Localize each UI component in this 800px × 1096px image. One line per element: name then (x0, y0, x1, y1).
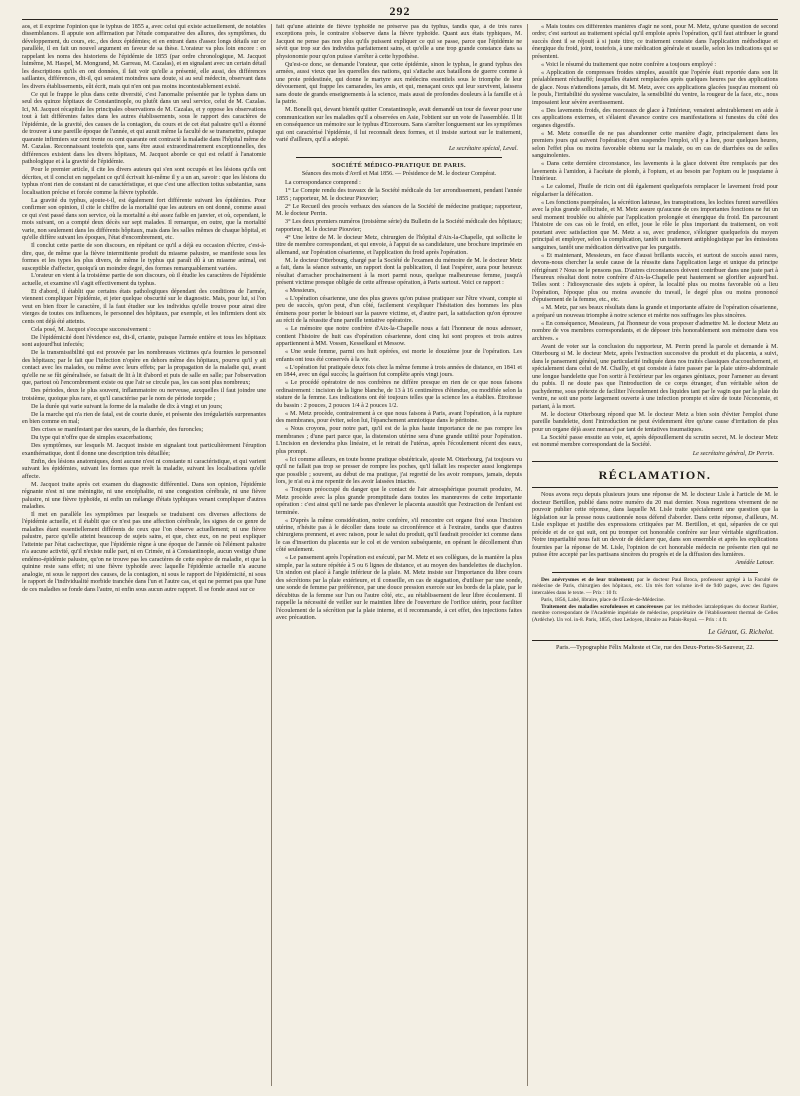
paragraph: De l'épidémicité dont l'évidence est, dit-il, criante, puisque l'armée entière et tous les hôpitaux sont aujourd'hui infectés; (22, 334, 266, 349)
paragraph: « M. Metz procède, contrairement à ce que nous faisons à Paris, avant l'opération, à la rupture des membranes, pour éviter, selon lui, l'épanchement amniotique dans le péritoine. (276, 410, 522, 425)
paragraph: aos, et il exprime l'opinion que le typhus de 1855 a, avec celui qui existe actuellement, de notables dissemblances. Il appuie son affirmation par l'étude comparative des allures, des symptômes, du développement, du cours, etc., des deux épidémies; et en entrant dans d'assez longs détails sur ce parallèle, il en fait un nouvel argument en faveur de sa thèse. L'orateur va plus loin encore : en rappelant les noms des historiens de l'épidémie de 1855 (par ordre chronologique, M. Jacquot luimême, M. Haspel, M. Mongrand, M. Garreau, M. Cazalas), et en signalant avec un certain détail les descriptions qu'ils en ont données, il fait voir qu'elle a présenté, elle aussi, des différences saillantes, différences, dit-il, qui seraient moindres sans doute, si au seul médecin, observant dans les divers établissements, eût écrit, mais qui n'en ont pas moins incontestablement existé. (22, 24, 266, 90)
paragraph: De la transmissibilité qui est prouvée par les nombreuses victimes qu'a fournies le personnel des hôpitaux; par le fait que l'infection n'opère en dehors même des hôpitaux, pourvu qu'il y ait contact avec les malades, ou même avec leurs effets; par la propagation de la maladie qui, avant qu'elle ne se fût généralisée, se faisait de lit à lit d'abord et puis de salle en salle; par l'observation que, partout où l'encombrement existe ou que l'air se circule pas, les cas sont plus nombreux; (22, 350, 266, 387)
paragraph: « D'après la même considération, notre confrère, s'il rencontre cet organe fixé sous l'incision utérine, n'hésite pas à le décoller dans toute sa circonférence et à l'extraire, tandis que d'autres chirurgiens prennent, et avec raison, pour le salut du produit, qu'il faudrait procéder ici comme dans le cas d'insertion du placenta sur le col et de version subséquente, en opérant le décollement d'un côté seulement. (276, 517, 522, 554)
paragraph: Avant de voter sur la conclusion du rapporteur, M. Perrin prend la parole et demande à M. Otterbourg si M. le docteur Metz, après l'extraction successive du produit et du placenta, a suivi, dans le pansement général, une particularité indiquée dans nos traités classiques d'accouchement, et spécialement dans celui de M. Chailly, et qui consiste à faire passer par la plaie utéro-abdominale une longue bandelette que l'on sortir à l'extérieur par les organes génitaux, pour l'amener au devant du pubis. Il ne doute pas que l'introduction de ce corps étranger, d'un véritable séton de pachyderme, sous prétexte de faciliter l'écoulement des liquides tant par le vagin que par la plaie du ventre, ne soit une porte largement ouverte à une infection prompte et sûre de toute l'économie, et pariant, à la mort. (532, 343, 778, 410)
paragraph: « Le procédé opératoire de nos confrères ne diffère presque en rien de ce que nous faisons ordinairement : incision de la ligne blanche, de 13 à 16 centimètres d'étendue, ou modifiée selon la stature de la femme. Les indications ont été toujours telles que la science les a établies. Étroitesse du bassin : 2 pouces, 2 pouces 1/4 à 2 pouces 1/2. (276, 380, 522, 409)
paragraph: « Des lavements froids, des morceaux de glace à l'intérieur, venaient admirablement en aide à ces applications externes, et s'élaient d'avance contre ces manifestations si funestes du côté des organes digestifs. (532, 107, 778, 129)
paragraph: Des périodes, deux le plus souvent, inflammatoire ou nerveuse, auxquelles il faut joindre une troisième, quoique plus rare, et qu'il caractérise par le nom de période torpide ; (22, 388, 266, 402)
signature-secretary: Le secrétaire spécial, Leval. (448, 145, 518, 152)
book-advert (532, 577, 778, 597)
signature-latour: Amédée Latour. (735, 560, 774, 567)
paragraph: « Dans cette dernière circonstance, les lavements à la glace doivent être remplacés par des lavements à l'amidon, à l'acétate de plomb, à l'opium, et au besoin par l'opium ou le jusquiame à l'intérieur. (532, 161, 778, 183)
section-divider (296, 157, 502, 158)
paragraph: Et d'abord, il établit que certains états pathologiques dépendant des conditions de l'armée, viennent compliquer l'épidémie, et jeter quelque obscurité sur le diagnostic. Mais, pour lui, si l'on veut en bien fixer le caractère, il la faut étudier sur les individus qu'elle trouve pour ainsi dire vierges de toutes ces influences, le personnel des hôpitaux, par exemple, et les infirmiers dont six cents ont déjà été atteints. (22, 288, 266, 325)
paragraph: Ce qui le frappe le plus dans cette diversité, c'est l'anomalie présentée par le typhus dans un seul des quinze hôpitaux de Constantinople, ou plutôt dans un seul service, celui de M. Cazalas. Ici, M. Jacquot récapitule les principales observations de M. Cazalas, et y oppose les observations tout à fait différentes faites dans les autres établissements, sous le rapport des caractères de l'épidémie, de la gravité, des causes de la contagion, du cours et de cet état palustre qu'il a étonné de trouver à une pareille époque de l'année, et qui aurait même la faculté de se transmettre, puisque quarante infirmiers sur cent trente ou cent quarante ont contracté la maladie dans l'hôpital même de M. Cazalas. Reconnaissant toutefois que, sans être aussi extraordinairement exceptionnelles, des différences existent dans les divers hôpitaux, M. Jacquot aborde ce qui est relatif à l'anatomie pathologique et à la gravité de l'épidémie. (22, 91, 266, 166)
paragraph: La Société passe ensuite au vote, et, après dépouillement du scrutin secret, M. le docteur Metz est nommé membre correspondant de la Société. (532, 434, 778, 449)
paragraph: La gravité du typhus, ajoute-t-il, est également fort différente suivant les épidémies. Pour confirmer son opinion, il cite le chiffre de la mortalité que les auteurs en ont donné, comme aussi ce qui s'est passé dans son service, où la mortalité a été assez faible en janvier, et où, cependant, le mois suivant, on a compté deux décès sur sept malades. Il remarque, en outre, que la mortalité varie, non seulement dans les différents hôpitaux, mais dans les salles mêmes de chaque hôpital, et qu'elle diffère suivant les époques, l'état d'encombrement, etc. (22, 197, 266, 242)
paragraph: Du type qui n'offre que de simples exacerbations; (31, 435, 153, 442)
paragraph: « L'opération fut pratiquée deux fois chez la même femme à trois années de distance, en 1841 et en 1844, avec un égal succès; la guérison fut complète après vingt jours. (276, 364, 522, 379)
paragraph: 3° Les deux premiers numéros (troisième série) du Bulletin de la Société médicale des hôpitaux; rapporteur, M. le docteur Piouvier; (276, 219, 522, 233)
paragraph: « Et maintenant, Messieurs, en face d'aussi brillants succès, et surtout de succès aussi rares, devons-nous chercher la seule cause de la réussite dans l'application large et unique du principe réfrigérant ? Nous ne le pensons pas. D'autres circonstances doivent contribuer dans une juste part à l'heureux résultat dont notre confrère d'Aix-la-Chapelle peut hautement se glorifier aujourd'hui. Telles sont : l'idiosyncrasie des sujets à opérer, la localité plus ou moins favorable où a lieu l'opération, l'époque plus ou moins avancée du travail, le degré plus ou moins prononcé d'épuisement de la femme, etc., etc. (532, 252, 778, 304)
paragraph: « Voici le résumé du traitement que notre confrère a toujours employé : (541, 61, 717, 68)
paragraph: « Les fonctions puerpérales, la sécrétion laiteuse, les transpirations, les lochies furent surveillées avec la plus grande sollicitude, et M. Metz assure qu'aucune de ces importantes fonctions ne fut un seul moment troublée ou altérée par l'application prolongée et énergique du froid. En parcourant l'histoire de ces cas où le froid, en effet, joue le rôle le plus important du traitement, on voit pourtant avec satisfaction que M. Metz a su, avec prudence, s'éloigner quelquefois du moyen principal et employer, selon la complication, tantôt un traitement antiphlogistique par les émissions sanguines, tantôt une médication dérivative par les purgatifs. (532, 199, 778, 251)
paragraph: L'orateur en vient à la troisième partie de son discours, où il étudie les caractères de l'épidémie actuelle, et examine s'il s'agit effectivement du typhus. (22, 273, 266, 287)
paragraph: « Mais toutes ces différentes manières d'agir ne sont, pour M. Metz, qu'une question de second ordre; c'est surtout au traitement spécial qu'il emploie après l'opération, qu'il faut attribuer le grand succès dont il se réjouit à si juste titre; ce traitement consiste dans l'application méthodique et énergique du froid, joint, toutefois, à une médication générale et usuelle, selon les indications qui se présentent. (532, 24, 778, 60)
paragraph: La correspondance comprend : (285, 180, 361, 187)
paragraph: Des symptômes, sur lesquels M. Jacquot insiste en signalant tout particulièrement l'éruption exanthématique, dont il donne une description très détaillée; (22, 443, 266, 457)
paragraph: « Ici comme ailleurs, en toute bonne pratique obstétricale, ajoute M. Otterbourg, j'ai toujours vu qu'il ne fallait pas trop se presser de rompre les poches, qu'il fallait les respecter aussi longtemps que possible ; souvent, au début de ma pratique, j'ai regretté de les avoir rompues, jamais, depuis lors, je n'ai eu à me repentir de les avoir laissées intactes. (276, 456, 522, 486)
paragraph: Pour le premier article, il cite les divers auteurs qui s'en sont occupés et les lésions qu'ils ont décrites, et il conclut en rappelant ce qu'il écrivait lui-même il y a un an, savoir : que les lésions du typhus n'ont rien de constant ni de caractéristique, et que c'est une affection totius substantiæ, sans localisation précise et forcée comme la fièvre typhoïde. (22, 167, 266, 196)
printer-line: Paris.—Typographie Félix Malteste et Cie, rue des Deux-Portes-St-Sauveur, 22. (556, 643, 754, 651)
paragraph: « Messieurs, (285, 287, 317, 294)
paragraph: De la marche qui n'a rien de fatal, est de courte durée, et présente des irrégularités surprenantes en bien comme en mal; (22, 411, 266, 426)
paragraph: 1° Le Compte rendu des travaux de la Société médicale du 1er arrondissement, pendant l'année 1855 ; rapporteur, M. le docteur Piouvier; (276, 188, 522, 202)
paragraph: M. Jacquot traite après cet examen du diagnostic différentiel. Dans son opinion, l'épidémie régnante n'est ni une méningite, ni une encéphalite, ni une congestion cérébrale, ni une fièvre palustre, ni une fièvre typhoïde, ni enfin un mélange d'états typhiques venant compliquer d'autres maladies. (22, 481, 266, 511)
column-1 (22, 24, 266, 1086)
advert-text: par les méthodes iatraleptiques du docteur Barbier, membre correspondant de l'Académie impériale de médecine, propriétaire de l'établissement thermal de Celles (Ardèche). Un vol. in-8. Paris, 1856, chez Ledoyen, libraire au Palais-Royal. — Prix : 4 fr. (532, 603, 778, 623)
paragraph: Nous avons reçu depuis plusieurs jours une réponse de M. le docteur Lisle à l'article de M. le docteur Bertillon, publié dans notre numéro du 20 mai dernier. Nous regrettons vivement de ne pouvoir publier cette réponse, dans laquelle M. Lisle traite spécialement une question que la législation sur la presse nous cautionnée nous défend d'aborder. Dans cette réponse, d'ailleurs, M. Lisle explique et justifie des expressions critiquées par M. Bertillon, et qui, séparées de ce qui précède et de ce qui suit, ont pu tromper cet honorable confrère sur leur véritable signification. Notre impartialité nous fait un devoir de déclarer que, dans son ensemble et après les explications fournies par la réponse de M. Lisle, l'opinion de cet honorable médecin ne présente rien qui ne puisse être accepté par les partisans sincères du progrès et de la diffusion des lumières. (532, 492, 778, 558)
book-advert (532, 604, 778, 624)
paragraph: fait qu'une atteinte de fièvre typhoïde ne préserve pas du typhus, tandis que, à de très rares exceptions près, le contraire s'observe dans la fièvre typhoïde. Quant aux états typhiques, M. Jacquot ne pense pas non plus qu'ils puissent expliquer ce qui se passe, parce que l'épidémie ne sévit que trop sur des individus parfaitement sains, et qu'elle a une trop grande constance dans sa physionomie pour qu'on puisse s'arrêter à cette hypothèse. (276, 24, 522, 60)
paragraph: Des crises se manifestant par des sueurs, de la diarrhée, des furoncles; (31, 427, 204, 434)
signature-secretary-general: Le secrétaire général, Dr Perrin. (692, 450, 774, 457)
paragraph: Il met en parallèle les symptômes par lesquels se traduisent ces diverses affections de l'épidémie actuelle, et il établit que ce n'est pas une affection cérébrale, les signes de ce genre de maladies étant essentiellement différents de ceux que l'on observe actuellement; ni une fièvre palustre, parce qu'elle atteint beaucoup de sujets sains, et que, chez eux, on ne peut expliquer l'atteinte par l'état cachectique, que l'épidémie règne à une époque de l'année où l'élément palustre n'a aucune activité, qu'il n'existe nulle part, ni en Crimée, ni à Constantinople, aucun vestige d'une endémo-épidémie palustre, qu'on ne trouve pas les caractères de cette espèce de maladie, et que la quinine reste sans effet; ni une fièvre typhoïde avec laquelle l'épidémie actuelle n'a aucune analogie, ni sous le rapport des causes, de la contagion, ni sous le rapport de l'épidémicité, ni sous le rapport de l'individualité morbide tranchée dans l'un et l'autre cas, et qui ne permet pas que l'une de ces maladies se fonde dans l'autre, ni enfin sous aucun autre rapport. Il se fonde aussi sur ce (22, 512, 266, 593)
book-advert (532, 597, 778, 604)
advert-title: Des anévrysmes et de leur traitement; (541, 576, 635, 583)
paragraph: « En conséquence, Messieurs, j'ai l'honneur de vous proposer d'admettre M. le docteur Metz au nombre de vos membres correspondants, et de déposer très honorablement son mémoire dans vos archives. » (532, 320, 778, 342)
paragraph: « M. Metz conseille de ne pas abandonner cette manière d'agir, principalement dans les premiers jours qui suivent l'opération; d'en suspendre l'emploi, s'il y a lieu, pour quelques heures, selon l'effet plus ou moins favorable obtenu sur la malade, ou en cas de diarrhées ou de selles sanguinolentes. (532, 130, 778, 160)
section-divider (552, 572, 758, 573)
gerant-signature: Le Gérant, G. Richelot. (708, 628, 774, 637)
advert-title: Traitement des maladies scrofuleuses et cancéreuses (541, 603, 664, 610)
paragraph: « Le calomel, l'huile de ricin ont dû également quelquefois remplacer le lavement froid pour régulariser la défécation. (532, 184, 778, 198)
section-rule-top (532, 461, 778, 462)
section-rule-bottom (532, 487, 778, 488)
advert-text: Paris, 1856, Labé, libraire, place de l'École-de-Médecine. (541, 596, 665, 603)
paragraph: 4° Une lettre de M. le docteur Metz, chirurgien de l'hôpital d'Aix-la-Chapelle, qui sollicite le titre de membre correspondant, et qui envoie, à l'appui de sa candidature, une brochure imprimée en allemand, sur l'opération césarienne, et l'application du froid après l'opération. (276, 234, 522, 256)
column-divider (527, 24, 528, 1086)
society-title: SOCIÉTÉ MÉDICO-PRATIQUE DE PARIS. (332, 162, 466, 170)
footer-rule (532, 640, 778, 641)
paragraph: « Le pansement après l'opération est exécuté, par M. Metz et ses collègues, de la manière la plus simple, par la suture répétée à 5 ou 6 lignes de distance, et au moyen des bandelettes de diachylon. Un sindon est placé à l'angle inférieur de la plaie. M. Metz insiste sur l'importance du libre cours des sécrétions par la plaie extérieure, et il conseille, en cas de stagnation, d'utiliser par une sonde, une sonde de femme par préférence, par une douce pression exercée sur les bords de la plaie, par le décubitus de la femme sur l'un ou l'autre côté, etc., au rétablissement de leur libre écoulement. Il rappelle la nécessité de veiller sur le maintien libre de l'ouverture de l'orifice utérin, pour faciliter l'écoulement de la sécrétion par la plaie interne, et il recommande, à cet effet, des injections faites avec précaution. (276, 555, 522, 622)
column-2 (276, 24, 522, 1086)
paragraph: Cela posé, M. Jacquot s'occupe successivement : (31, 326, 151, 333)
paragraph: « Nous croyons, pour notre part, qu'il est de la plus haute importance de ne pas rompre les membranes ; d'une part parce que, la distension utérine sera d'une grande utilité pour l'opération. L'incision en deviendra plus linéaire, et le retrait de l'utérus, après l'écoulement récent des eaux, plus prompt. (276, 426, 522, 455)
paragraph: M. Bonelli qui, devant bientôt quitter Constantinople, avait demandé un tour de faveur pour une communication sur les maladies qu'il a observées en Asie, l'obtient sur un vote de l'assemblée. Il lit en conséquence un mémoire sur le typhus d'Erzeroum. Sans s'arrêter longuement sur les symptômes qui ont caractérisé l'épidémie, il lui reconnaît deux formes, et il insiste surtout sur le traitement, varié d'ailleurs, qu'il a adopté. (276, 107, 522, 144)
paragraph: « Application de compresses froides simples, aussitôt que l'opérée était reportée dans son lit préalablement réchauffé; lesquelles étaient remplacées après quelques heures par des applications de glace. Nous n'attendions jamais, dit M. Metz, avec ces applications glacées jusqu'au moment où le pouls, l'irritabilité du système vasculaire, la sensibilité du ventre, la rougeur de la face, etc., nous imposaient leur sévère avertissement. (532, 69, 778, 106)
column-3 (532, 24, 778, 1086)
paragraph: « Une seule femme, parmi ces huit opérées, est morte le douzième jour de l'opération. Les enfants ont tous été conservés à la vie. (276, 349, 522, 363)
paragraph: « M. Metz, par ses beaux résultats dans la grande et importante affaire de l'opération césarienne, a préparé un nouveau triomphe à notre science et mérite nos suffrages les plus sincères. (532, 305, 778, 319)
paragraph: M. le docteur Otterbourg, chargé par la Société de l'examen du mémoire de M. le docteur Metz a fait, dans la séance suivante, un rapport dont la publication, il faut l'espérer, aura pour heureux résultat d'arracher prochainement à la mort parmi nous, quelque malheureuse femme, jusqu'à présent victime presque obligée de cette affreuse opération, à Paris surtout. Voici ce rapport : (276, 257, 522, 286)
paragraph: « Toujours préoccupé du danger que le contact de l'air atmosphérique pourrait produire, M. Metz procède avec la plus grande promptitude dans toutes les manœuvres de cette importante opération : c'est ainsi qu'il ne tarde pas d'enlever le placenta aussitôt que l'extraction de l'enfant est terminée. (276, 487, 522, 516)
reclamation-title: RÉCLAMATION. (598, 468, 712, 483)
paragraph: De la durée qui varie suivant la forme de la maladie de dix à vingt et un jours; (31, 403, 223, 410)
paragraph: M. le docteur Otterbourg répond que M. le docteur Metz a bien soin d'éviter l'emploi d'une pareille bandelette, dont l'introduction ne peut évidemment être qu'une cause d'irritation de plus pour un organe déjà assez menacé par tant de tentatives traumatiques. (532, 411, 778, 433)
society-subtitle: Séances des mois d'Avril et Mai 1856. — Présidence de M. le docteur Compérat. (301, 170, 497, 177)
paragraph: 2° Le Recueil des procès verbaux des séances de la Société de médecine pratique; rapporteur, M. le docteur Perrin. (276, 203, 522, 218)
paragraph: Qu'est-ce donc, se demande l'orateur, que cette épidémie, sinon le typhus, le grand typhus des armées, aussi vieux que les querelles des nations, qui s'attache aux bataillons de guerre comme à une proie prédestinée, qui donne le martyre aux médecins essentiels sous le triomphe de leur dévouement, qui frappe les camarades, les amis, et qui, menaçant ceux qui leur survivent, laissera sans doute de grands enseignements à la science, mais aussi de profondes douleurs à la famille et à la patrie. (276, 61, 522, 106)
advert-text: par le docteur Paul Broca, professeur agrégé à la Faculté de médecine de Paris, chirurgien des hôpitaux, etc. Un très fort volume in-8 de 940 pages, avec des figures intercalées dans le texte. — Prix : 10 fr. (532, 576, 778, 596)
paragraph: « Le mémoire que notre confrère d'Aix-la-Chapelle nous a fait l'honneur de nous adresser, contient l'histoire de huit cas d'opération césarienne, dont cinq lui sont propres et trois autres appartiennent à MM. Vossen, Kesselkaul et Messow. (276, 326, 522, 348)
paragraph: Enfin, des lésions anatomiques, dont aucune n'est ni constante ni caractéristique, et qui varient suivant les épidémies, suivant les formes que revêt la maladie, suivant les localisations qu'elle affecte. (22, 458, 266, 480)
paragraph: « L'opération césarienne, une des plus graves qu'on puisse pratiquer sur l'être vivant, compte si peu de succès, qu'on peut, d'un côté, facilement s'expliquer l'hésitation des hommes les plus éminens pour porter le bistouri sur la pauvre victime, et, d'autre part, la satisfaction qu'on éprouve au récit de la réussite d'une pareille tentative opératoire. (276, 295, 522, 325)
page-number: 292 (389, 4, 411, 18)
header-rule (22, 19, 778, 20)
paragraph: Il conclut cette partie de son discours, en répétant ce qu'il a déjà eu occasion d'écrire, c'est-à-dire, que, de même que la fièvre intermittente produit du miasme palustre, se manifeste sous les formes et les types les plus divers, de même le typhus qui paraît dû à un miasme animal, est susceptible d'affecter, quoiqu'à un moindre degré, des formes remarquablement variées. (22, 243, 266, 272)
column-divider (271, 24, 272, 1086)
